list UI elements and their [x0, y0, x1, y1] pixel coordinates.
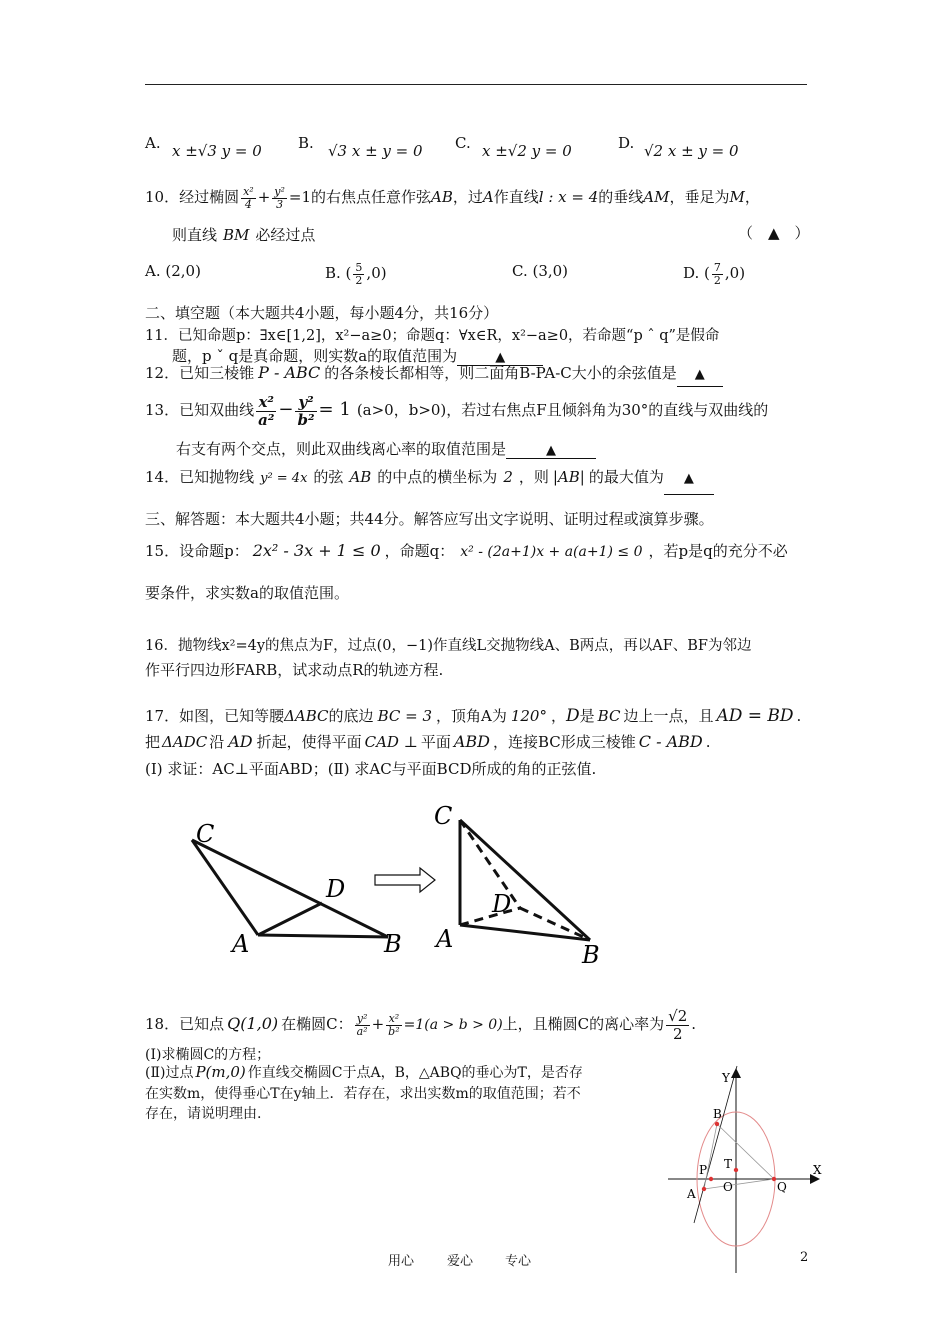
q14-text2: 的中点的横坐标为	[377, 468, 498, 486]
q15-prefix: 15．设命题p：	[145, 542, 249, 560]
q10-plus: +	[257, 188, 271, 206]
q18-figure	[660, 1048, 830, 1278]
q10-frac1	[241, 186, 256, 211]
q18-d2: b²	[388, 1024, 400, 1038]
q10-option-c: C. (3,0)	[512, 262, 569, 280]
q14-abs-ab: |AB|	[552, 468, 585, 486]
q18-frac2	[386, 1013, 401, 1038]
q18-prefix: 18．已知点	[145, 1015, 225, 1033]
q10-b-frac	[353, 262, 364, 287]
footer-motto-3: 专心	[505, 1254, 532, 1269]
q13-eq: = 1	[318, 399, 351, 420]
q10-frac2-num: y²	[274, 184, 285, 198]
q10-ab: AB	[431, 188, 453, 206]
q10-d-label: D. (	[683, 264, 710, 282]
q18-q: Q(1,0)	[227, 1014, 279, 1033]
q14-text4: 的最大值为	[588, 468, 664, 486]
q12-text: 的各条棱长都相等，则二面角B-PA-C大小的余弦值是	[324, 364, 677, 382]
q17-cad: CAD ⊥	[364, 733, 418, 751]
q16-line2: 作平行四边形FARB，试求动点R的轨迹方程.	[145, 661, 444, 679]
q10-d-frac	[712, 262, 723, 287]
label-q: Q	[777, 1180, 787, 1194]
q17-line3: (Ⅰ) 求证：AC⊥平面ABD；(Ⅱ) 求AC与平面BCD所成的角的正弦值.	[145, 760, 597, 778]
q10-frac1-den: 4	[244, 197, 252, 211]
q13-d1: a²	[258, 410, 275, 429]
q15-end: ，若p是q的充分不必	[648, 542, 788, 560]
q18-mid2: 上，且椭圆C的离心率为	[502, 1015, 665, 1033]
q10-b-num: 5	[355, 260, 363, 274]
q18-part2b: 作直线交椭圆C于点A，B，△ABQ的垂心为T，是否存	[247, 1065, 583, 1081]
q10-am: AM	[643, 188, 670, 206]
q17-left-c: C	[196, 820, 215, 848]
q18-line1	[145, 1004, 696, 1045]
q10-option-b	[325, 258, 387, 288]
q10-d-den: 2	[713, 273, 721, 287]
q10-line: l : x = 4	[538, 188, 599, 206]
q10-mid3: 的垂线	[598, 188, 644, 206]
q17-adc: ΔADC	[162, 733, 208, 751]
q12-answer-blank: ▲	[677, 364, 723, 387]
q18-n1: y²	[355, 1013, 370, 1026]
q15-line1	[145, 536, 788, 567]
q10-mid2: 作直线	[493, 188, 539, 206]
q11-text: 题，p ˇ q是真命题，则实数a的取值范围为	[172, 347, 458, 365]
q18-en: √2	[668, 1006, 688, 1025]
point-a-marker	[702, 1187, 706, 1191]
q17-left-a: A	[232, 930, 250, 958]
q13-d2: b²	[297, 410, 315, 429]
q17-left-b: B	[384, 930, 402, 958]
q17-p6: 边上一点，且	[623, 707, 714, 725]
q10-mid4: ，垂足为	[669, 188, 730, 206]
label-t: T	[724, 1157, 733, 1171]
q18-plus: +	[371, 1015, 385, 1033]
q17-line1	[145, 703, 801, 729]
q18-frac-e	[666, 1008, 689, 1043]
q17-p3: ，顶角A为	[436, 707, 507, 725]
q11-answer-blank: ▲	[457, 350, 543, 366]
q10-mid: ，过	[452, 188, 483, 206]
q17-p4: ，	[550, 707, 566, 725]
q18-part2c: 在实数m，使得垂心T在y轴上．若存在，求出实数m的取值范围；若不	[145, 1086, 581, 1102]
q14-two: 2	[503, 468, 513, 486]
q17-tri: ΔABC	[284, 707, 329, 725]
q17-l2d: 平面	[420, 733, 451, 751]
q17-p2: 的底边	[328, 707, 374, 725]
q18-d1: a²	[356, 1024, 368, 1038]
q10-b-end: ,0)	[366, 264, 387, 282]
q15-line2: 要条件，求实数a的取值范围。	[145, 584, 349, 602]
q10-line1	[145, 182, 760, 212]
section2-heading: 二、填空题（本大题共4小题，每小题4分，共16分）	[145, 304, 499, 322]
q17-p1: 17．如图，已知等腰	[145, 707, 285, 725]
section3-heading: 三、解答题：本大题共4小题；共44分。解答应写出文字说明、证明过程或演算步骤。	[145, 510, 714, 528]
q10-answer-bracket: （ ▲ ）	[738, 224, 810, 242]
q17-right-b: B	[582, 941, 600, 969]
q17-l2a: 把	[145, 733, 161, 751]
q18-end: .	[691, 1015, 697, 1033]
q10-option-a: A. (2,0)	[145, 262, 201, 280]
q9-option-d: D.	[618, 134, 635, 152]
q12-prefix: 12．已知三棱锥	[145, 364, 255, 382]
q10-line2a: 则直线	[172, 226, 218, 244]
q17-figure-left	[192, 840, 388, 937]
header-rule	[145, 84, 807, 85]
line-ab	[694, 1066, 737, 1223]
q14-text3: ，则	[518, 468, 549, 486]
q10-m: M	[729, 188, 745, 206]
q18-mid: 在椭圆C：	[281, 1015, 353, 1033]
label-b: B	[713, 1107, 722, 1121]
q9-option-b: B.	[298, 134, 314, 152]
q13-line1	[145, 390, 768, 430]
q10-b-label: B. (	[325, 264, 352, 282]
q13-line2-text: 右支有两个交点，则此双曲线离心率的取值范围是	[176, 440, 507, 458]
q14-prefix: 14．已知抛物线	[145, 468, 255, 486]
q11-line1: 11．已知命题p：∃x∈[1,2]，x²−a≥0；命题q：∀x∈R，x²−a≥0，若命题“p ˆ q”是假命	[145, 328, 720, 344]
q17-d: D	[566, 706, 580, 726]
q14	[145, 462, 714, 495]
q14-ab: AB	[349, 468, 372, 486]
q10-prefix: 10．经过椭圆	[145, 188, 240, 206]
q17-right-a: A	[436, 925, 454, 953]
q17-bc2: BC	[597, 707, 621, 725]
q18-part2a-text: (Ⅱ)过点	[145, 1065, 194, 1081]
q17-cabd: C - ABD	[638, 732, 703, 751]
label-a: A	[687, 1187, 696, 1201]
footer-motto-2: 爱心	[447, 1254, 474, 1269]
q10-frac2	[272, 186, 287, 211]
point-t-marker	[734, 1168, 738, 1172]
q13-n2: y²	[295, 394, 316, 412]
q17-l2b: 沿	[209, 733, 225, 751]
point-q-marker	[772, 1177, 776, 1181]
q17-l2c: 折起，使得平面	[256, 733, 362, 751]
q18-part2a	[145, 1062, 583, 1083]
q12	[145, 362, 723, 387]
label-o: O	[723, 1180, 733, 1194]
arrow-right-icon	[375, 868, 435, 892]
q10-bm: BM	[223, 226, 250, 244]
q13-frac1	[256, 394, 276, 429]
q17-right-d: D	[492, 890, 512, 918]
q10-b-den: 2	[355, 273, 363, 287]
q14-text1: 的弦	[313, 468, 344, 486]
q17-abd: ABD	[453, 732, 490, 751]
q10-line2b: 必经过点	[255, 226, 316, 244]
q10-line2	[172, 222, 315, 248]
q17-l2f: .	[705, 733, 711, 751]
q10-d-num: 7	[713, 260, 721, 274]
q17-adbd: AD = BD	[716, 706, 794, 726]
q17-ad: AD	[228, 732, 253, 751]
q13-minus: −	[278, 399, 294, 420]
q9-a-expr: x ±√3 y = 0	[172, 142, 262, 160]
q17-right-c: C	[434, 802, 453, 830]
q13-text: (a>0，b>0)，若过右焦点F且倾斜角为30°的直线与双曲线的	[356, 401, 769, 419]
q18-part2d: 存在，请说明理由.	[145, 1106, 262, 1122]
q9-option-a	[145, 134, 161, 152]
q17-p7: .	[796, 707, 802, 725]
q18-frac1	[355, 1013, 370, 1038]
q14-answer-blank: ▲	[664, 464, 714, 495]
q18-n2: x²	[386, 1013, 401, 1026]
q13-line2	[176, 438, 596, 459]
q13-answer-blank: ▲	[506, 443, 596, 459]
q10-d-end: ,0)	[724, 264, 746, 282]
q10-a: A	[482, 188, 494, 206]
q17-angle: 120°	[510, 707, 547, 725]
footer-motto-1: 用心	[388, 1254, 415, 1269]
q13-prefix: 13．已知双曲线	[145, 401, 255, 419]
q9-a-label: A.	[145, 134, 161, 152]
q16-line1: 16．抛物线x²=4y的焦点为F，过点(0，−1)作直线L交抛物线A、B两点，再以AF、BF为邻边	[145, 638, 752, 654]
q9-c-expr: x ±√2 y = 0	[482, 142, 572, 160]
q10-frac1-num: x²	[243, 184, 254, 198]
q17-l2e: ，连接BC形成三棱锥	[492, 733, 636, 751]
label-y: Y	[722, 1071, 730, 1085]
q17-bc: BC = 3	[377, 707, 432, 725]
q18-ed: 2	[672, 1024, 683, 1043]
q15-expr1: 2x² - 3x + 1 ≤ 0	[252, 541, 381, 560]
point-p-marker	[709, 1177, 713, 1181]
q17-line2	[145, 729, 711, 755]
q9-option-c: C.	[455, 134, 471, 152]
segment-aq	[704, 1179, 774, 1189]
page-number: 2	[800, 1250, 809, 1265]
q15-expr2: x² - (2a+1)x + a(a+1) ≤ 0	[460, 544, 643, 560]
q17-p5: 是	[579, 707, 595, 725]
q14-expr: y² = 4x	[260, 471, 308, 486]
label-x: X	[813, 1163, 822, 1177]
q17-figure-right	[460, 820, 590, 940]
q18-cond: =1(a > b > 0)	[403, 1017, 503, 1033]
q10-eq: =1的右焦点任意作弦	[288, 188, 432, 206]
q10-end: ，	[744, 188, 760, 206]
label-p: P	[699, 1163, 708, 1177]
q10-frac2-den: 3	[276, 197, 284, 211]
point-b-marker	[715, 1122, 719, 1126]
q18-pm: P(m,0)	[195, 1063, 246, 1081]
q12-expr: P - ABC	[258, 363, 321, 382]
q17-figure	[180, 800, 620, 975]
q13-n1: x²	[256, 394, 276, 412]
q17-left-d: D	[326, 875, 346, 903]
q13-frac2	[295, 394, 316, 429]
q15-mid: ，命题q：	[384, 542, 455, 560]
q10-option-d	[683, 258, 745, 288]
q9-d-expr: √2 x ± y = 0	[644, 142, 739, 160]
q18-part1: (Ⅰ)求椭圆C的方程；	[145, 1047, 271, 1063]
q9-b-expr: √3 x ± y = 0	[328, 142, 423, 160]
